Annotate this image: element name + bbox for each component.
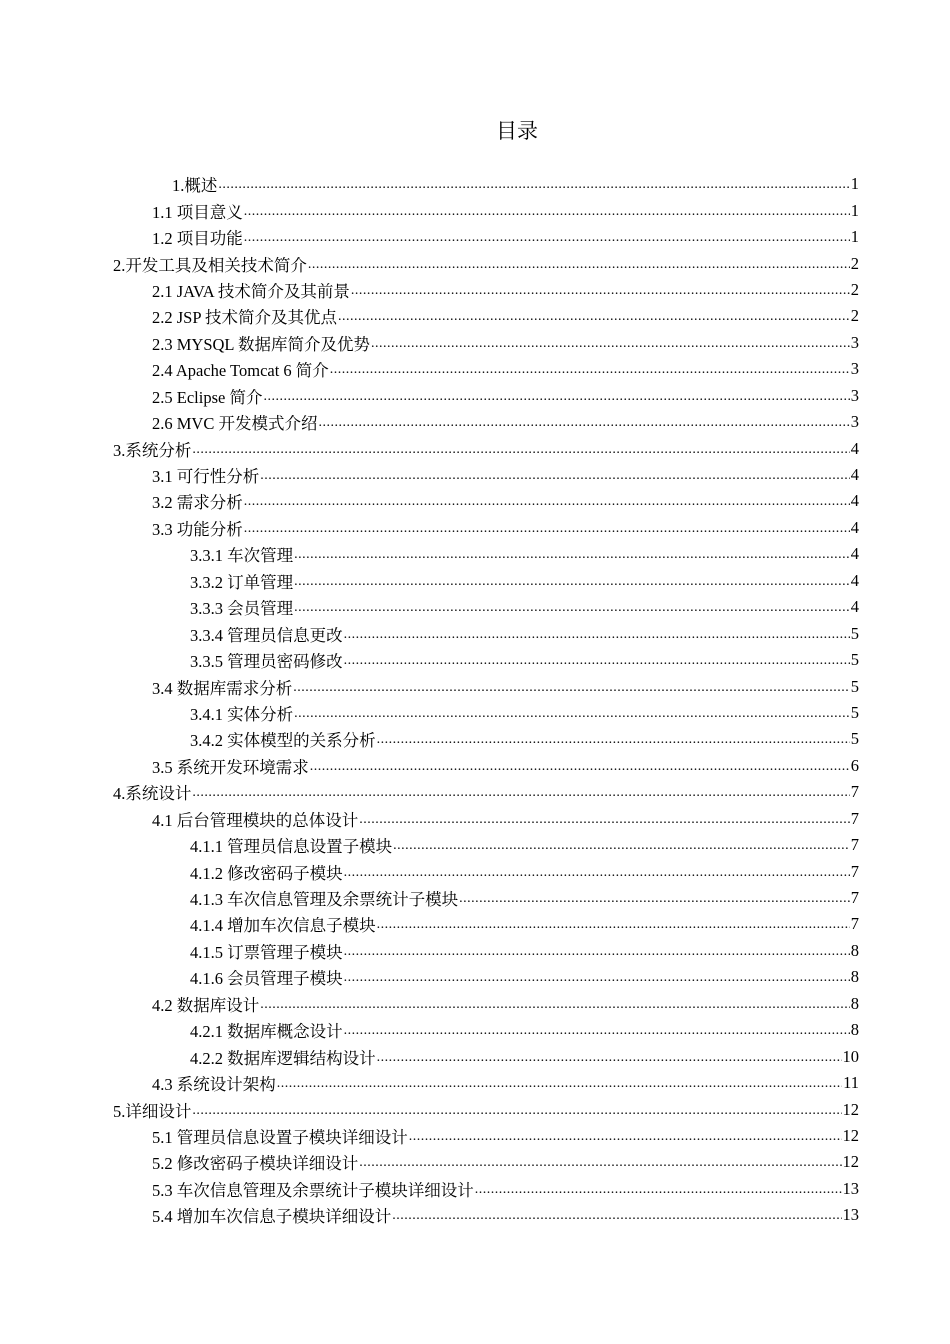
toc-dot-leader [409, 1130, 842, 1146]
toc-dot-leader [192, 786, 849, 802]
toc-entry-label: 3.3 功能分析 [152, 519, 243, 539]
toc-dot-leader [244, 522, 850, 538]
toc-entry[interactable] [0, 462, 950, 488]
toc-entry-page-number: 7 [850, 782, 859, 802]
toc-entry-line [113, 437, 950, 461]
toc-entry-page-number: 5 [850, 702, 859, 722]
toc-entry-page-number: 1 [850, 200, 859, 220]
page-title: 目录 [496, 119, 538, 143]
toc-entry-label: 4.3 系统设计架构 [152, 1075, 276, 1095]
toc-entry[interactable] [0, 620, 950, 646]
toc-entry-line [190, 965, 950, 989]
toc-dot-leader [359, 813, 850, 829]
toc-entry-label: 5.1 管理员信息设置子模块详细设计 [152, 1127, 408, 1147]
toc-entry-line [152, 1150, 950, 1174]
toc-entry[interactable] [0, 594, 950, 620]
toc-entry[interactable] [0, 673, 950, 699]
toc-entry-label: 4.2.1 数据库概念设计 [190, 1022, 343, 1042]
toc-entry-line [152, 1203, 950, 1227]
toc-entry-page-number: 6 [850, 755, 859, 775]
toc-entry[interactable] [0, 885, 950, 911]
toc-dot-leader [294, 707, 850, 723]
toc-dot-leader [351, 284, 850, 300]
toc-entry[interactable] [0, 250, 950, 276]
toc-entry-label: 4.1.5 订票管理子模块 [190, 942, 343, 962]
toc-dot-leader [218, 178, 849, 194]
toc-dot-leader [344, 628, 850, 644]
toc-entry-line [152, 489, 950, 513]
toc-dot-leader [260, 469, 850, 485]
toc-entry-line [172, 172, 950, 196]
toc-entry-page-number: 5 [850, 676, 859, 696]
toc-entry-line [190, 939, 950, 963]
toc-entry-label: 2.6 MVC 开发模式介绍 [152, 414, 318, 434]
toc-entry-label: 4.1.4 增加车次信息子模块 [190, 916, 376, 936]
toc-dot-leader [244, 205, 850, 221]
toc-entry-line [152, 225, 950, 249]
toc-entry-label: 4.2 数据库设计 [152, 995, 260, 1015]
toc-entry[interactable] [0, 911, 950, 937]
toc-entry-label: 3.4.1 实体分析 [190, 704, 294, 724]
toc-entry-label: 1.2 项目功能 [152, 229, 243, 249]
toc-entry-line [152, 675, 950, 699]
toc-entry[interactable] [0, 1043, 950, 1069]
toc-entry[interactable] [0, 938, 950, 964]
toc-entry-page-number: 12 [842, 1099, 859, 1119]
toc-dot-leader [392, 1209, 841, 1225]
toc-dot-leader [344, 866, 850, 882]
toc-entry[interactable] [0, 726, 950, 752]
toc-entry-page-number: 5 [850, 729, 859, 749]
toc-entry-line [152, 516, 950, 540]
toc-entry-label: 3.3.4 管理员信息更改 [190, 625, 343, 645]
toc-entry-label: 5.2 修改密码子模块详细设计 [152, 1154, 359, 1174]
toc-dot-leader [192, 1104, 841, 1120]
toc-dot-leader [244, 231, 850, 247]
toc-entry-page-number: 8 [850, 993, 859, 1013]
toc-entry-page-number: 13 [842, 1178, 859, 1198]
toc-dot-leader [377, 918, 850, 934]
toc-dot-leader [344, 1024, 850, 1040]
toc-dot-leader [263, 390, 849, 406]
toc-entry[interactable] [0, 197, 950, 223]
toc-dot-leader [294, 601, 850, 617]
toc-entry-page-number: 2 [850, 253, 859, 273]
toc-entry-page-number: 3 [850, 412, 859, 432]
table-of-contents [0, 171, 950, 1229]
toc-dot-leader [393, 839, 850, 855]
toc-entry-line [190, 833, 950, 857]
toc-entry[interactable] [0, 991, 950, 1017]
toc-entry-label: 3.2 需求分析 [152, 493, 243, 513]
toc-entry-page-number: 4 [850, 517, 859, 537]
toc-entry-page-number: 3 [850, 359, 859, 379]
toc-entry[interactable] [0, 832, 950, 858]
toc-entry[interactable] [0, 779, 950, 805]
toc-dot-leader [192, 443, 849, 459]
toc-entry[interactable] [0, 1096, 950, 1122]
toc-entry[interactable] [0, 700, 950, 726]
toc-entry-line [190, 622, 950, 646]
toc-entry-page-number: 4 [850, 465, 859, 485]
toc-entry-page-number: 7 [850, 808, 859, 828]
toc-entry-label: 2.开发工具及相关技术简介 [113, 255, 307, 275]
toc-entry-label: 3.4 数据库需求分析 [152, 678, 293, 698]
toc-entry-line [152, 278, 950, 302]
toc-entry-page-number: 2 [850, 279, 859, 299]
toc-entry-line [152, 463, 950, 487]
toc-entry-line [152, 357, 950, 381]
toc-entry-line [190, 701, 950, 725]
toc-dot-leader [338, 310, 850, 326]
toc-entry-label: 3.系统分析 [113, 440, 192, 460]
toc-entry-line [190, 595, 950, 619]
toc-entry-label: 5.详细设计 [113, 1101, 192, 1121]
toc-entry[interactable] [0, 1123, 950, 1149]
toc-entry-label: 2.3 MYSQL 数据库简介及优势 [152, 334, 371, 354]
toc-entry-line [152, 384, 950, 408]
toc-entry-label: 4.1 后台管理模块的总体设计 [152, 810, 359, 830]
toc-dot-leader [344, 654, 850, 670]
toc-entry[interactable] [0, 409, 950, 435]
toc-entry-line [190, 912, 950, 936]
toc-entry-label: 4.1.2 修改密码子模块 [190, 863, 343, 883]
toc-entry-page-number: 3 [850, 332, 859, 352]
toc-entry-line [190, 886, 950, 910]
toc-entry-line [190, 1045, 950, 1069]
toc-entry-page-number: 4 [850, 597, 859, 617]
toc-entry-page-number: 10 [842, 1046, 859, 1066]
toc-entry-line [152, 1177, 950, 1201]
toc-dot-leader [308, 258, 850, 274]
toc-entry-page-number: 5 [850, 650, 859, 670]
toc-entry[interactable] [0, 806, 950, 832]
toc-entry-page-number: 1 [850, 174, 859, 194]
toc-dot-leader [244, 495, 850, 511]
toc-entry-line [190, 542, 950, 566]
toc-entry-label: 4.系统设计 [113, 784, 192, 804]
toc-entry[interactable] [0, 1202, 950, 1228]
toc-entry-label: 3.3.2 订单管理 [190, 572, 294, 592]
toc-entry[interactable] [0, 964, 950, 990]
toc-entry-page-number: 7 [850, 888, 859, 908]
toc-entry-page-number: 7 [850, 861, 859, 881]
toc-dot-leader [459, 892, 850, 908]
toc-dot-leader [318, 416, 849, 432]
toc-entry[interactable] [0, 224, 950, 250]
toc-entry[interactable] [0, 330, 950, 356]
toc-entry-label: 3.3.1 车次管理 [190, 546, 294, 566]
toc-entry-label: 3.1 可行性分析 [152, 467, 260, 487]
toc-entry-line [113, 252, 950, 276]
toc-entry-page-number: 12 [842, 1125, 859, 1145]
toc-entry-label: 1.概述 [172, 176, 218, 196]
toc-dot-leader [359, 1156, 841, 1172]
toc-entry[interactable] [0, 1070, 950, 1096]
toc-entry[interactable] [0, 303, 950, 329]
toc-entry-page-number: 4 [850, 438, 859, 458]
toc-dot-leader [371, 337, 850, 353]
toc-entry-label: 5.4 增加车次信息子模块详细设计 [152, 1207, 392, 1227]
toc-entry-page-number: 5 [850, 623, 859, 643]
toc-dot-leader [260, 998, 850, 1014]
toc-entry-page-number: 12 [842, 1152, 859, 1172]
toc-entry-line [190, 648, 950, 672]
toc-entry[interactable] [0, 356, 950, 382]
toc-entry[interactable] [0, 277, 950, 303]
toc-dot-leader [277, 1077, 842, 1093]
toc-entry-page-number: 4 [850, 544, 859, 564]
toc-entry[interactable] [0, 435, 950, 461]
toc-entry-label: 4.1.3 车次信息管理及余票统计子模块 [190, 890, 459, 910]
toc-entry-page-number: 8 [850, 1020, 859, 1040]
toc-entry-line [152, 304, 950, 328]
toc-entry-line [152, 807, 950, 831]
toc-entry-page-number: 4 [850, 491, 859, 511]
toc-entry-label: 2.5 Eclipse 简介 [152, 387, 263, 407]
toc-dot-leader [294, 575, 850, 591]
toc-dot-leader [377, 733, 850, 749]
toc-entry-line [190, 727, 950, 751]
toc-entry-page-number: 11 [843, 1073, 859, 1093]
toc-entry[interactable] [0, 383, 950, 409]
toc-entry-page-number: 3 [850, 385, 859, 405]
toc-entry-label: 3.4.2 实体模型的关系分析 [190, 731, 376, 751]
toc-entry-label: 1.1 项目意义 [152, 202, 243, 222]
toc-entry-page-number: 8 [850, 940, 859, 960]
toc-entry-label: 2.1 JAVA 技术简介及其前景 [152, 281, 350, 301]
toc-entry[interactable] [0, 647, 950, 673]
toc-entry[interactable] [0, 1017, 950, 1043]
toc-dot-leader [377, 1051, 842, 1067]
toc-entry[interactable] [0, 488, 950, 514]
toc-dot-leader [330, 363, 850, 379]
toc-entry[interactable] [0, 541, 950, 567]
toc-entry-label: 5.3 车次信息管理及余票统计子模块详细设计 [152, 1180, 474, 1200]
toc-entry-line [113, 780, 950, 804]
toc-entry-label: 3.3.3 会员管理 [190, 599, 294, 619]
toc-entry-label: 2.4 Apache Tomcat 6 简介 [152, 361, 329, 381]
toc-entry[interactable] [0, 568, 950, 594]
toc-entry-label: 4.1.1 管理员信息设置子模块 [190, 837, 393, 857]
toc-entry-page-number: 7 [850, 914, 859, 934]
toc-entry[interactable] [0, 1176, 950, 1202]
toc-entry-page-number: 2 [850, 306, 859, 326]
toc-entry-line [152, 992, 950, 1016]
toc-entry-page-number: 8 [850, 967, 859, 987]
toc-entry-label: 3.5 系统开发环境需求 [152, 757, 309, 777]
toc-entry-page-number: 13 [842, 1205, 859, 1225]
toc-entry-line [152, 1124, 950, 1148]
toc-entry-line [190, 1018, 950, 1042]
toc-dot-leader [310, 760, 850, 776]
toc-entry-line [152, 331, 950, 355]
toc-dot-leader [293, 681, 850, 697]
toc-entry[interactable] [0, 1149, 950, 1175]
toc-dot-leader [475, 1183, 842, 1199]
toc-entry-line [190, 860, 950, 884]
toc-entry[interactable] [0, 753, 950, 779]
toc-entry-label: 2.2 JSP 技术简介及其优点 [152, 308, 338, 328]
toc-dot-leader [294, 548, 850, 564]
toc-entry[interactable] [0, 171, 950, 197]
toc-entry-page-number: 1 [850, 227, 859, 247]
toc-entry-page-number: 7 [850, 835, 859, 855]
toc-entry-line [152, 1071, 950, 1095]
toc-entry-line [113, 1098, 950, 1122]
toc-entry-label: 3.3.5 管理员密码修改 [190, 652, 343, 672]
toc-entry-label: 4.2.2 数据库逻辑结构设计 [190, 1048, 376, 1068]
toc-dot-leader [344, 971, 850, 987]
toc-entry-line [190, 569, 950, 593]
toc-entry-page-number: 4 [850, 570, 859, 590]
toc-dot-leader [344, 945, 850, 961]
toc-entry-line [152, 754, 950, 778]
toc-entry[interactable] [0, 858, 950, 884]
toc-entry-line [152, 410, 950, 434]
toc-entry[interactable] [0, 515, 950, 541]
toc-entry-label: 4.1.6 会员管理子模块 [190, 969, 343, 989]
toc-entry-line [152, 199, 950, 223]
